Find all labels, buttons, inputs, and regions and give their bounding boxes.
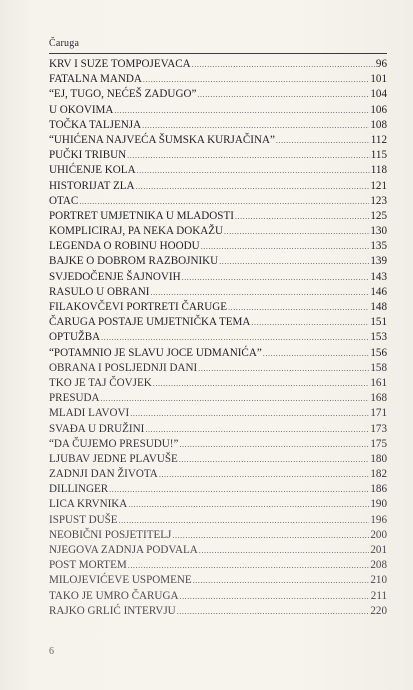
toc-entry-page-number: 130 [370,225,387,238]
dot-leader [177,604,370,619]
dot-leader [219,254,369,269]
toc-entry-page-number: 108 [370,118,387,131]
toc-entry-page-number: 151 [370,316,387,329]
toc-entry-title: SVAĐA U DRUŽINI [49,422,145,435]
toc-entry-page-number: 200 [370,528,387,541]
dot-leader [172,528,369,543]
toc-entry-title: KOMPLICIRAJ, PA NEKA DOKAŽU [49,225,224,238]
toc-entry-page-number: 182 [370,468,387,481]
dot-leader [276,133,370,148]
toc-entry-page-number: 104 [370,88,387,101]
toc-entry-page-number: 168 [370,392,387,405]
toc-entry-title: TOČKA TALJENJA [49,118,142,131]
toc-entry-page-number: 146 [370,285,387,298]
toc-entry [49,330,387,345]
toc-entry-title: RASULO U OBRANI [49,285,150,298]
toc-entry [49,391,387,406]
toc-entry [49,497,387,512]
toc-entry-page-number: 121 [370,179,387,192]
toc-entry-page-number: 201 [370,544,387,556]
dot-leader [127,148,370,163]
toc-entry-title: FATALNA MANDA [49,73,142,86]
toc-entry-page-number: 115 [370,149,387,162]
toc-entry-page-number: 210 [370,574,387,587]
toc-entry-page-number: 135 [370,240,387,253]
dot-leader [128,558,370,573]
toc-entry-page-number: 173 [370,422,387,435]
toc-entry-title: PORTRET UMJETNIKA U MLADOSTI [49,209,234,222]
toc-entry-page-number: 208 [370,559,387,572]
toc-entry-title: RAJKO GRLIĆ INTERVJU [49,604,176,617]
toc-entry-page-number: 211 [370,589,387,602]
dot-leader [198,361,369,376]
toc-entry [49,224,387,239]
toc-entry-page-number: 143 [370,270,387,283]
dot-leader [199,543,370,558]
toc-entry-title: NEOBIČNI POSJETITELJ [49,528,172,541]
toc-entry-title: LJUBAV JEDNE PLAVUŠE [49,452,178,465]
dot-leader [159,467,370,482]
toc-entry-title: U OKOVIMA [49,103,114,116]
dot-leader [114,103,369,118]
toc-entry-title: “EJ, TUGO, NEĆEŠ ZADUGO” [49,88,197,101]
toc-entry-title: OTAC [49,194,79,207]
toc-entry [49,270,387,285]
dot-leader [101,391,370,406]
toc-entry [49,300,387,315]
toc-entry-page-number: 161 [370,376,387,389]
toc-entry-title: SVJEDOČENJE ŠAJNOVIH [49,270,181,283]
toc-entry-title: BAJKE O DOBROM RAZBOJNIKU [49,255,219,268]
toc-entry-title: “POTAMNIO JE SLAVU JOCE UDMANIĆA” [49,346,262,359]
toc-entry-page-number: 158 [370,361,387,374]
toc-entry [49,422,387,437]
dot-leader [153,376,370,391]
toc-entry-page-number: 220 [370,604,387,617]
toc-entry [49,163,387,178]
toc-entry-title: PUČKI TRIBUN [49,149,127,162]
toc-entry [49,467,387,482]
toc-entry-title: “UHIĆENA NAJVEĆA ŠUMSKA KURJAČINA” [49,133,275,146]
toc-entry [49,482,387,497]
dot-leader [79,194,369,209]
toc-entry-page-number: 180 [370,452,387,465]
toc-entry [49,72,387,87]
toc-entry [49,239,387,254]
dot-leader [136,179,370,194]
toc-entry-page-number: 175 [370,437,387,450]
toc-entry [49,194,387,209]
running-head: Čaruga [49,38,80,49]
table-of-contents [49,57,387,619]
toc-entry [49,452,387,467]
toc-entry-title: ISPUST DUŠE [49,513,118,526]
toc-entry-page-number: 196 [370,513,387,526]
dot-leader [179,437,369,452]
toc-entry-title: PRESUDA [49,392,100,405]
toc-entry [49,513,387,528]
toc-entry [49,558,387,573]
toc-entry-title: FILAKOVČEVI PORTRETI ČARUGE [49,301,228,313]
toc-entry [49,528,387,543]
dot-leader [128,497,369,512]
toc-entry [49,148,387,163]
toc-entry [49,57,387,72]
toc-entry [49,118,387,133]
toc-entry [49,285,387,300]
dot-leader [182,270,370,285]
toc-entry [49,589,387,604]
toc-entry-page-number: 101 [370,73,387,86]
toc-entry-title: ČARUGA POSTAJE UMJETNIČKA TEMA [49,316,251,329]
toc-entry-title: KRV I SUZE TOMPOJEVACA [49,58,191,70]
toc-entry [49,573,387,588]
dot-leader [179,452,370,467]
dot-leader [263,346,370,361]
toc-entry-page-number: 112 [370,133,387,146]
dot-leader [130,406,369,421]
toc-entry-title: MLADI LAVOVI [49,407,130,420]
dot-leader [193,573,370,588]
toc-entry [49,133,387,148]
dot-leader [145,422,369,437]
dot-leader [179,589,369,604]
dot-leader [142,118,369,133]
toc-entry [49,376,387,391]
toc-entry-page-number: 139 [370,255,387,268]
toc-entry-title: POST MORTEM [49,559,127,572]
toc-entry-page-number: 190 [370,498,387,511]
toc-entry-title: HISTORIJAT ZLA [49,179,135,192]
toc-entry-page-number: 156 [370,346,387,359]
toc-entry-title: OBRANA I POSLJEDNJI DANI [49,361,198,374]
dot-leader [201,239,370,254]
toc-entry-title: LEGENDA O ROBINU HOODU [49,240,200,253]
toc-entry [49,179,387,194]
dot-leader [101,330,369,345]
dot-leader [109,482,369,497]
toc-entry-title: MILOJEVIĆEVE USPOMENE [49,574,192,587]
toc-entry-title: ZADNJI DAN ŽIVOTA [49,468,158,481]
toc-entry-page-number: 171 [370,407,387,420]
dot-leader [228,300,369,315]
toc-entry-title: UHIĆENJE KOLA [49,164,136,177]
toc-entry-page-number: 106 [370,103,387,116]
toc-entry-page-number: 148 [370,301,387,313]
toc-entry-page-number: 186 [370,483,387,496]
toc-entry [49,543,387,558]
toc-entry [49,361,387,376]
toc-entry [49,346,387,361]
toc-entry [49,406,387,421]
dot-leader [119,513,370,528]
toc-entry [49,437,387,452]
dot-leader [137,163,370,178]
toc-entry [49,604,387,619]
toc-entry [49,209,387,224]
toc-entry-page-number: 96 [375,58,387,70]
toc-entry [49,87,387,102]
toc-entry-title: “DA ČUJEMO PRESUDU!” [49,437,179,450]
dot-leader [197,87,369,102]
dot-leader [150,285,369,300]
toc-entry-title: NJEGOVA ZADNJA PODVALA [49,544,198,556]
toc-entry-page-number: 123 [370,194,387,207]
dot-leader [224,224,369,239]
toc-entry [49,315,387,330]
toc-entry-title: OPTUŽBA [49,331,101,344]
toc-entry-page-number: 125 [370,209,387,222]
toc-entry [49,254,387,269]
dot-leader [235,209,369,224]
toc-entry-page-number: 118 [370,164,387,177]
toc-entry [49,103,387,118]
toc-entry-page-number: 153 [370,331,387,344]
dot-leader [192,57,375,72]
dot-leader [251,315,369,330]
toc-entry-title: TKO JE TAJ ČOVJEK [49,376,152,389]
toc-entry-title: LICA KRVNIKA [49,498,128,511]
toc-entry-title: TAKO JE UMRO ČARUGA [49,589,179,602]
page-number: 6 [49,646,54,657]
header-rule [49,53,387,54]
dot-leader [143,72,369,87]
toc-entry-title: DILLINGER [49,483,109,496]
